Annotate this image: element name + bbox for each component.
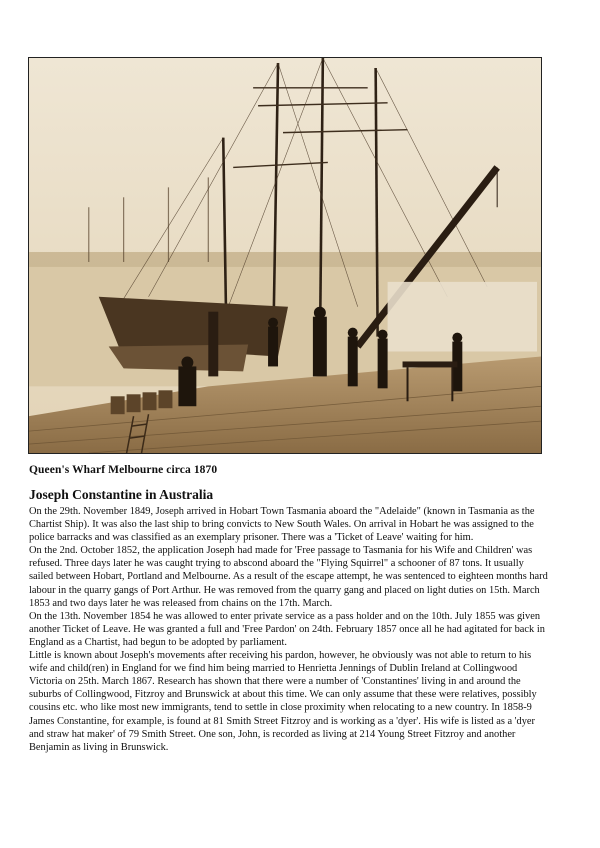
- paragraph-later-life: Little is known about Joseph's movements after receiving his pardon, however, he obviously was not able to return to his wife and child(ren) in England for we find him being married to Henrietta Jennings of Dublin Ireland at Collingwood Victoria on 25th. March 1867. Research has shown that there were a number of 'Constantines' living in and around the suburbs of Collingwood, Fitzroy and Brunswick at about this time. We can only assume that these were relatives, possibly cousins etc. who like most new immigrants, tend to settle in close proximity when relocating to a new country. In 1858-9 James Constantine, for example, is found at 81 Smith Street Fitzroy and is working as a 'dyer'. His wife is listed as a 'dyer and straw hat maker' of 79 Smith Street. One son, John, is recorded as living at 214 Young Street Fitzroy and another Benjamin as living in Brunswick.: [29, 650, 537, 753]
- section-heading: Joseph Constantine in Australia: [29, 487, 214, 502]
- paragraph-arrival: On the 29th. November 1849, Joseph arrived in Hobart Town Tasmania aboard the "Adelaide" (known in Tasmania as the Chartist Ship). It was also the last ship to bring convicts to New South Wales. On arrival in Hobart he was assigned to the police barracks and was classified as an exemplary prisoner. There was a 'Ticket of Leave' waiting for him.: [29, 506, 535, 544]
- paragraph-escape-attempt: On the 2nd. October 1852, the application Joseph had made for 'Free passage to Tasmania for his Wife and Children' was refused. Three days later he was caught trying to abscond aboard the "Flying Squirrel" a schooner of 87 tons. It usually sailed between Hobart, Portland and Melbourne. As a result of the escape attempt, he was sentenced to eighteen months hard labour in the quarry gangs of Port Arthur. He was removed from the quarry gang and placed on light duties on 15th. March 1853 and two days later he was released from chains on the 17th. March.: [29, 545, 548, 609]
- article-body: [29, 505, 549, 754]
- wharf-photo-illustration: [29, 58, 541, 453]
- wharf-photograph: [28, 57, 542, 454]
- photo-caption: Queen's Wharf Melbourne circa 1870: [29, 464, 218, 476]
- paragraph-pardon: On the 13th. November 1854 he was allowed to enter private service as a pass holder and on the 10th. July 1855 was given another Ticket of Leave. He was granted a full and 'Free Pardon' on 24th. February 1857 once all he had agitated for back in England as a Chartist, had begun to be adopted by parliament.: [29, 610, 545, 648]
